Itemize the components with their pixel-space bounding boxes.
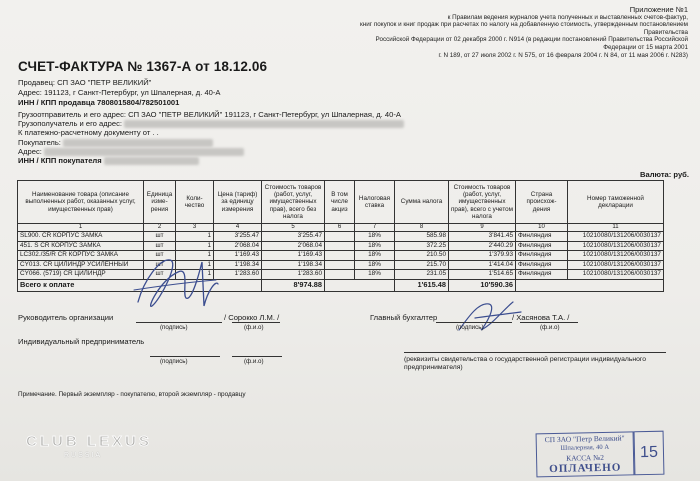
item-unit: шт bbox=[144, 241, 176, 251]
item-qty: 1 bbox=[176, 260, 214, 270]
accountant-name-caption: (ф.и.о) bbox=[540, 324, 560, 331]
invoice-table bbox=[17, 180, 664, 292]
column-number: 6 bbox=[325, 224, 355, 232]
column-header: Стоимость товаров (работ, услуг, имущественных прав), всего без налога bbox=[262, 181, 325, 224]
registration-caption: (реквизиты свидетельства о государственной регистрации индивидуального предпринимателя) bbox=[404, 356, 647, 371]
accountant-name: / Хасянова Т.А. / bbox=[512, 313, 570, 322]
shipper-row bbox=[18, 110, 401, 119]
head-name: / Сорокко Л.М. / bbox=[224, 313, 280, 322]
table-row bbox=[18, 232, 664, 242]
stamp-number: 15 bbox=[634, 431, 665, 476]
item-price: 1'283.60 bbox=[214, 270, 262, 280]
appendix-note bbox=[358, 6, 688, 59]
column-header: Цена (тариф) за единицу измерения bbox=[214, 181, 262, 224]
stamp-cashbox: КАССА №2 bbox=[566, 452, 605, 463]
column-number: 9 bbox=[449, 224, 516, 232]
total-with-tax: 10'590.36 bbox=[449, 279, 516, 291]
item-tax: 231.05 bbox=[395, 270, 449, 280]
item-cost: 1'169.43 bbox=[262, 251, 325, 261]
head-sign-line bbox=[136, 322, 222, 323]
item-qty: 1 bbox=[176, 241, 214, 251]
table-row bbox=[18, 270, 664, 280]
item-total: 1'379.93 bbox=[449, 251, 516, 261]
footer-note: Примечание. Первый экземпляр - покупателю, второй экземпляр - продавцу bbox=[18, 391, 246, 398]
entrepreneur-sign-caption: (подпись) bbox=[160, 358, 188, 365]
item-tax: 585.98 bbox=[395, 232, 449, 242]
seller-row bbox=[18, 78, 151, 87]
item-cost: 2'068.04 bbox=[262, 241, 325, 251]
shipper-label: Грузоотправитель и его адрес: bbox=[18, 110, 126, 119]
appendix-line: к Правилам ведения журналов учета полученных и выставленных счетов-фактур, bbox=[447, 13, 688, 21]
redacted-buyer bbox=[63, 139, 213, 147]
buyer-address-row bbox=[18, 147, 244, 156]
item-name: CY013. CR ЦИЛИНДР УСИЛЕННЫЙ bbox=[18, 260, 144, 270]
total-spacer bbox=[516, 279, 664, 291]
buyer-address-label: Адрес: bbox=[18, 147, 42, 156]
stamp-paid: ОПЛАЧЕНО bbox=[549, 461, 622, 476]
total-without-tax: 8'974.88 bbox=[262, 279, 325, 291]
seller-inn: 7808015804/782501001 bbox=[97, 98, 180, 107]
head-name-caption: (ф.и.о) bbox=[244, 324, 264, 331]
item-name: SL900. CR КОРПУС ЗАМКА bbox=[18, 232, 144, 242]
head-sign-caption: (подпись) bbox=[160, 324, 188, 331]
item-unit: шт bbox=[144, 270, 176, 280]
column-number: 7 bbox=[355, 224, 395, 232]
table-row bbox=[18, 241, 664, 251]
item-declaration: 10210080/131206/0030137 bbox=[568, 260, 664, 270]
column-header: Стоимость товаров (работ, услуг, имущественных прав), всего с учетом налога bbox=[449, 181, 516, 224]
payment-doc-label: К платежно-расчетному документу bbox=[18, 128, 141, 137]
appendix-line: книг покупок и книг продаж при расчетах по налогу на добавленную стоимость, утвержденным постановлением Правительства bbox=[360, 21, 688, 36]
item-price: 1'198.34 bbox=[214, 260, 262, 270]
item-declaration: 10210080/131206/0030137 bbox=[568, 241, 664, 251]
column-header: Налоговая ставка bbox=[355, 181, 395, 224]
appendix-line: г. N 189, от 27 июля 2002 г. N 575, от 16 февраля 2004 г. N 84, от 11 мая 2006 г. N283) bbox=[438, 51, 688, 59]
registration-line bbox=[404, 352, 666, 353]
table-row bbox=[18, 251, 664, 261]
column-number: 4 bbox=[214, 224, 262, 232]
redacted-consignee bbox=[124, 120, 404, 128]
redacted-buyer-address bbox=[44, 148, 244, 156]
column-header: В том числе акциз bbox=[325, 181, 355, 224]
watermark-sub: RUSSIA bbox=[64, 452, 103, 459]
item-qty: 1 bbox=[176, 251, 214, 261]
seller-inn-label: ИНН / КПП продавца bbox=[18, 98, 95, 107]
column-number: 11 bbox=[568, 224, 664, 232]
payment-doc-row bbox=[18, 128, 159, 137]
item-tax: 215.70 bbox=[395, 260, 449, 270]
column-number: 2 bbox=[144, 224, 176, 232]
column-header: Единица изме-рения bbox=[144, 181, 176, 224]
stamp-address: Шпалерная, 40 А bbox=[560, 443, 610, 452]
table-row bbox=[18, 260, 664, 270]
appendix-line: Российской Федерации от 02 декабря 2000 г. N914 (в редакции постановлений Правительства Российской Федерации от 15 марта 2001 bbox=[375, 36, 688, 51]
entrepreneur-label: Индивидуальный предприниматель bbox=[18, 337, 145, 346]
item-qty: 1 bbox=[176, 232, 214, 242]
column-number: 1 bbox=[18, 224, 144, 232]
entrepreneur-name-caption: (ф.и.о) bbox=[244, 358, 264, 365]
stamp-company: СП ЗАО "Петр Великий" bbox=[544, 433, 625, 445]
item-price: 1'169.43 bbox=[214, 251, 262, 261]
item-country: Финляндия bbox=[516, 251, 568, 261]
column-number: 5 bbox=[262, 224, 325, 232]
column-header: Наименование товара (описание выполненных работ, оказанных услуг, имущественных прав) bbox=[18, 181, 144, 224]
head-name-line bbox=[232, 322, 280, 323]
column-header: Номер таможенной декларации bbox=[568, 181, 664, 224]
item-country: Финляндия bbox=[516, 232, 568, 242]
item-declaration: 10210080/131206/0030137 bbox=[568, 251, 664, 261]
watermark-logo: CLUB LEXUS bbox=[26, 433, 152, 450]
item-unit: шт bbox=[144, 251, 176, 261]
item-declaration: 10210080/131206/0030137 bbox=[568, 270, 664, 280]
item-rate: 18% bbox=[355, 232, 395, 242]
table-header-row bbox=[18, 181, 664, 224]
item-total: 1'514.65 bbox=[449, 270, 516, 280]
seller-address-row bbox=[18, 88, 221, 97]
total-label: Всего к оплате bbox=[18, 279, 262, 291]
item-qty: 1 bbox=[176, 270, 214, 280]
currency-label: Валюта: руб. bbox=[640, 170, 689, 179]
item-country: Финляндия bbox=[516, 270, 568, 280]
entrepreneur-name-line bbox=[232, 356, 282, 357]
item-unit: шт bbox=[144, 260, 176, 270]
column-number: 8 bbox=[395, 224, 449, 232]
buyer-inn-row bbox=[18, 156, 199, 165]
item-rate: 18% bbox=[355, 260, 395, 270]
shipper-value: СП ЗАО "ПЕТР ВЕЛИКИЙ" 191123, г Санкт-Петербург, ул Шпалерная, д. 40-А bbox=[128, 110, 401, 119]
buyer-row bbox=[18, 138, 213, 147]
item-tax: 210.50 bbox=[395, 251, 449, 261]
accountant-label: Главный бухгалтер bbox=[370, 313, 438, 322]
item-country: Финляндия bbox=[516, 260, 568, 270]
column-number: 3 bbox=[176, 224, 214, 232]
column-number-row bbox=[18, 224, 664, 232]
column-header: Сумма налога bbox=[395, 181, 449, 224]
item-country: Финляндия bbox=[516, 241, 568, 251]
invoice-title: СЧЕТ-ФАКТУРА № 1367-А от 18.12.06 bbox=[18, 59, 268, 74]
item-rate: 18% bbox=[355, 270, 395, 280]
item-price: 2'068.04 bbox=[214, 241, 262, 251]
item-name: LC302./35/R CR КОРПУС ЗАМКА bbox=[18, 251, 144, 261]
consignee-row bbox=[18, 119, 404, 128]
item-rate: 18% bbox=[355, 241, 395, 251]
seller-inn-row bbox=[18, 98, 179, 107]
item-excise bbox=[325, 251, 355, 261]
accountant-name-line bbox=[520, 322, 578, 323]
column-number: 10 bbox=[516, 224, 568, 232]
buyer-inn-label: ИНН / КПП покупателя bbox=[18, 156, 102, 165]
item-name: CY066. (5719) CR ЦИЛИНДР bbox=[18, 270, 144, 280]
director-signature bbox=[130, 250, 220, 312]
payment-doc-value: от . . bbox=[142, 128, 159, 137]
item-rate: 18% bbox=[355, 251, 395, 261]
total-spacer bbox=[325, 279, 395, 291]
paid-stamp bbox=[536, 431, 667, 478]
accountant-sign-line bbox=[436, 322, 512, 323]
seller-address-label: Адрес: bbox=[18, 88, 42, 97]
seller-label: Продавец: bbox=[18, 78, 56, 87]
buyer-label: Покупатель: bbox=[18, 138, 61, 147]
item-declaration: 10210080/131206/0030137 bbox=[568, 232, 664, 242]
total-row bbox=[18, 279, 664, 291]
item-price: 3'255.47 bbox=[214, 232, 262, 242]
item-cost: 3'255.47 bbox=[262, 232, 325, 242]
item-excise bbox=[325, 232, 355, 242]
head-label: Руководитель организации bbox=[18, 313, 114, 322]
accountant-sign-caption: (подпись) bbox=[456, 324, 484, 331]
item-excise bbox=[325, 270, 355, 280]
item-cost: 1'283.60 bbox=[262, 270, 325, 280]
item-tax: 372.25 bbox=[395, 241, 449, 251]
column-header: Страна происхож-дения bbox=[516, 181, 568, 224]
column-header: Коли-чество bbox=[176, 181, 214, 224]
seller-name: СП ЗАО "ПЕТР ВЕЛИКИЙ" bbox=[57, 78, 152, 87]
item-total: 3'841.45 bbox=[449, 232, 516, 242]
entrepreneur-sign-line bbox=[150, 356, 220, 357]
item-total: 1'414.04 bbox=[449, 260, 516, 270]
redacted-buyer-inn bbox=[104, 157, 199, 165]
seller-address: 191123, г Санкт-Петербург, ул Шпалерная, д. 40-А bbox=[43, 88, 221, 97]
item-unit: шт bbox=[144, 232, 176, 242]
item-name: 451. S CR КОРПУС ЗАМКА bbox=[18, 241, 144, 251]
item-total: 2'440.29 bbox=[449, 241, 516, 251]
consignee-label: Грузополучатель и его адрес: bbox=[18, 119, 123, 128]
item-excise bbox=[325, 241, 355, 251]
total-tax: 1'615.48 bbox=[395, 279, 449, 291]
item-excise bbox=[325, 260, 355, 270]
appendix-title: Приложение №1 bbox=[629, 5, 688, 14]
item-cost: 1'198.34 bbox=[262, 260, 325, 270]
